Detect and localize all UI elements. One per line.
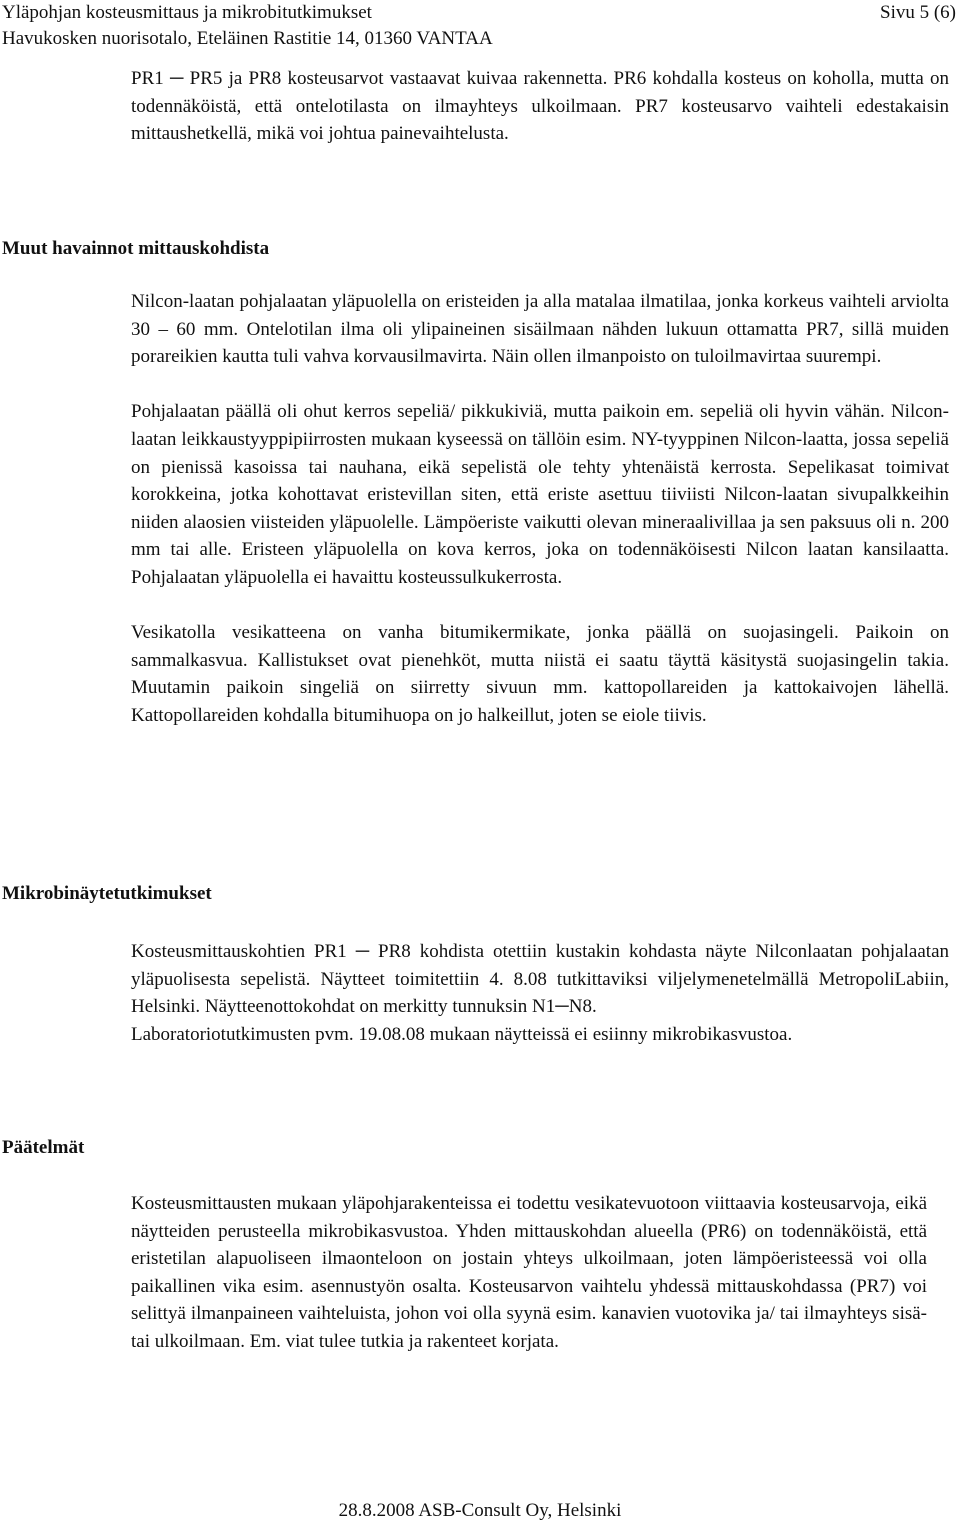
page-number: Sivu 5 (6) [880,2,956,23]
intro-section [131,65,949,148]
document-title: Yläpohjan kosteusmittaus ja mikrobitutkimukset [2,2,372,23]
observations-section [131,288,949,730]
observations-paragraph-2: Pohjalaatan päällä oli ohut kerros sepeliä/ pikkukiviä, mutta paikoin em. sepeliä oli hyvin vähän. Nilcon- laatan leikkaustyyppipiirrosten mukaan kyseessä on tällöin esim. NY-tyyppinen Nilcon-laatta, jossa sepeliä on pienissä kasoissa tai nauhana, eikä sepelistä ole tehty yhtenäistä kerrosta. Sepelikasat toimivat korokkeina, jotka kohottavat eristevillan siten, että eriste asettuu tiiviisti Nilcon-laatan sivupalkkeihin niiden alaosien viisteiden yläpuolelle. Lämpöeriste vaikutti olevan mineraalivillaa ja sen paksuus oli n. 200 mm tai alle. Eristeen yläpuolella on kova kerros, joka on todennäköisesti Nilcon laatan kansilaatta. Pohjalaatan yläpuolella ei havaittu kosteussulkukerrosta. [131,401,949,588]
page-header [0,0,960,52]
site-address: Havukosken nuorisotalo, Eteläinen Rastitie 14, 01360 VANTAA [2,28,493,49]
conclusions-paragraph: Kosteusmittausten mukaan yläpohjarakenteissa ei todettu vesikatevuotoon viittaavia kosteusarvoja, eikä näytteiden perusteella mikrobikasvustoa. Yhden mittauskohdan alueella (PR6) on todennäköistä, että eristetilan alapuoliseen ilmaonteloon on jostain yhteys ulkoilmaan, joten lämpöeristeessä voi olla paikallinen vika esim. asennustyön osalta. Kosteusarvon vaihtelu yhdessä mittauskohdassa (PR7) voi selittyä ilmanpaineen vaihteluista, johon voi olla syynä esim. kanavien vuotovika ja/ tai ilmayhteys sisä- tai ulkoilmaan. Em. viat tulee tutkia ja rakenteet korjata. [131,1193,927,1352]
conclusions-heading: Päätelmät [2,1137,85,1158]
observations-paragraph-1: Nilcon-laatan pohjalaatan yläpuolella on eristeiden ja alla matalaa ilmatilaa, jonka korkeus vaihteli arviolta 30 – 60 mm. Ontelotilan ilma oli ylipaineinen sisäilmaan nähden lukuun ottamatta PR7, sillä muiden porareikien kautta tuli vahva korvausilmavirta. Näin ollen ilmanpoisto on tuloilmavirtaa suurempi. [131,291,949,368]
conclusions-section [131,1190,927,1356]
observations-paragraph-3: Vesikatolla vesikatteena on vanha bitumikermikate, jonka päällä on suojasingeli. Paikoin on sammalkasvua. Kallistukset ovat pienehköt, mutta niistä ei saatu täyttä käsitystä suojasingelin takia. Muutamin paikoin singeliä on siirretty sivuun mm. kattopollareiden ja kattokaivojen lähellä. Kattopollareiden kohdalla bitumihuopa on jo halkeillut, joten se eiole tiivis. [131,622,949,726]
microbe-section [131,938,949,1048]
microbe-heading: Mikrobinäytetutkimukset [2,883,212,904]
page-footer: 28.8.2008 ASB-Consult Oy, Helsinki [338,1500,622,1521]
microbe-paragraph-2: Laboratoriotutkimusten pvm. 19.08.08 mukaan näytteissä ei esiinny mikrobikasvustoa. [131,1023,793,1045]
microbe-paragraph-1: Kosteusmittauskohtien PR1 ─ PR8 kohdista otettiin kustakin kohdasta näyte Nilconlaatan pohjalaatan yläpuolisesta sepelistä. Näytteet toimitettiin 4. 8.08 tutkittaviksi viljelymenetelmällä MetropoliLabiin, Helsinki. Näytteenottokohdat on merkitty tunnuksin N1─N8. [131,941,949,1018]
observations-heading: Muut havainnot mittauskohdista [2,238,270,259]
intro-paragraph: PR1 ─ PR5 ja PR8 kosteusarvot vastaavat kuivaa rakennetta. PR6 kohdalla kosteus on koholla, mutta on todennäköistä, että ontelotilasta on ilmayhteys ulkoilmaan. PR7 kosteusarvo vaihteli edestakaisin mittaushetkellä, mikä voi johtua painevaihtelusta. [131,68,949,145]
